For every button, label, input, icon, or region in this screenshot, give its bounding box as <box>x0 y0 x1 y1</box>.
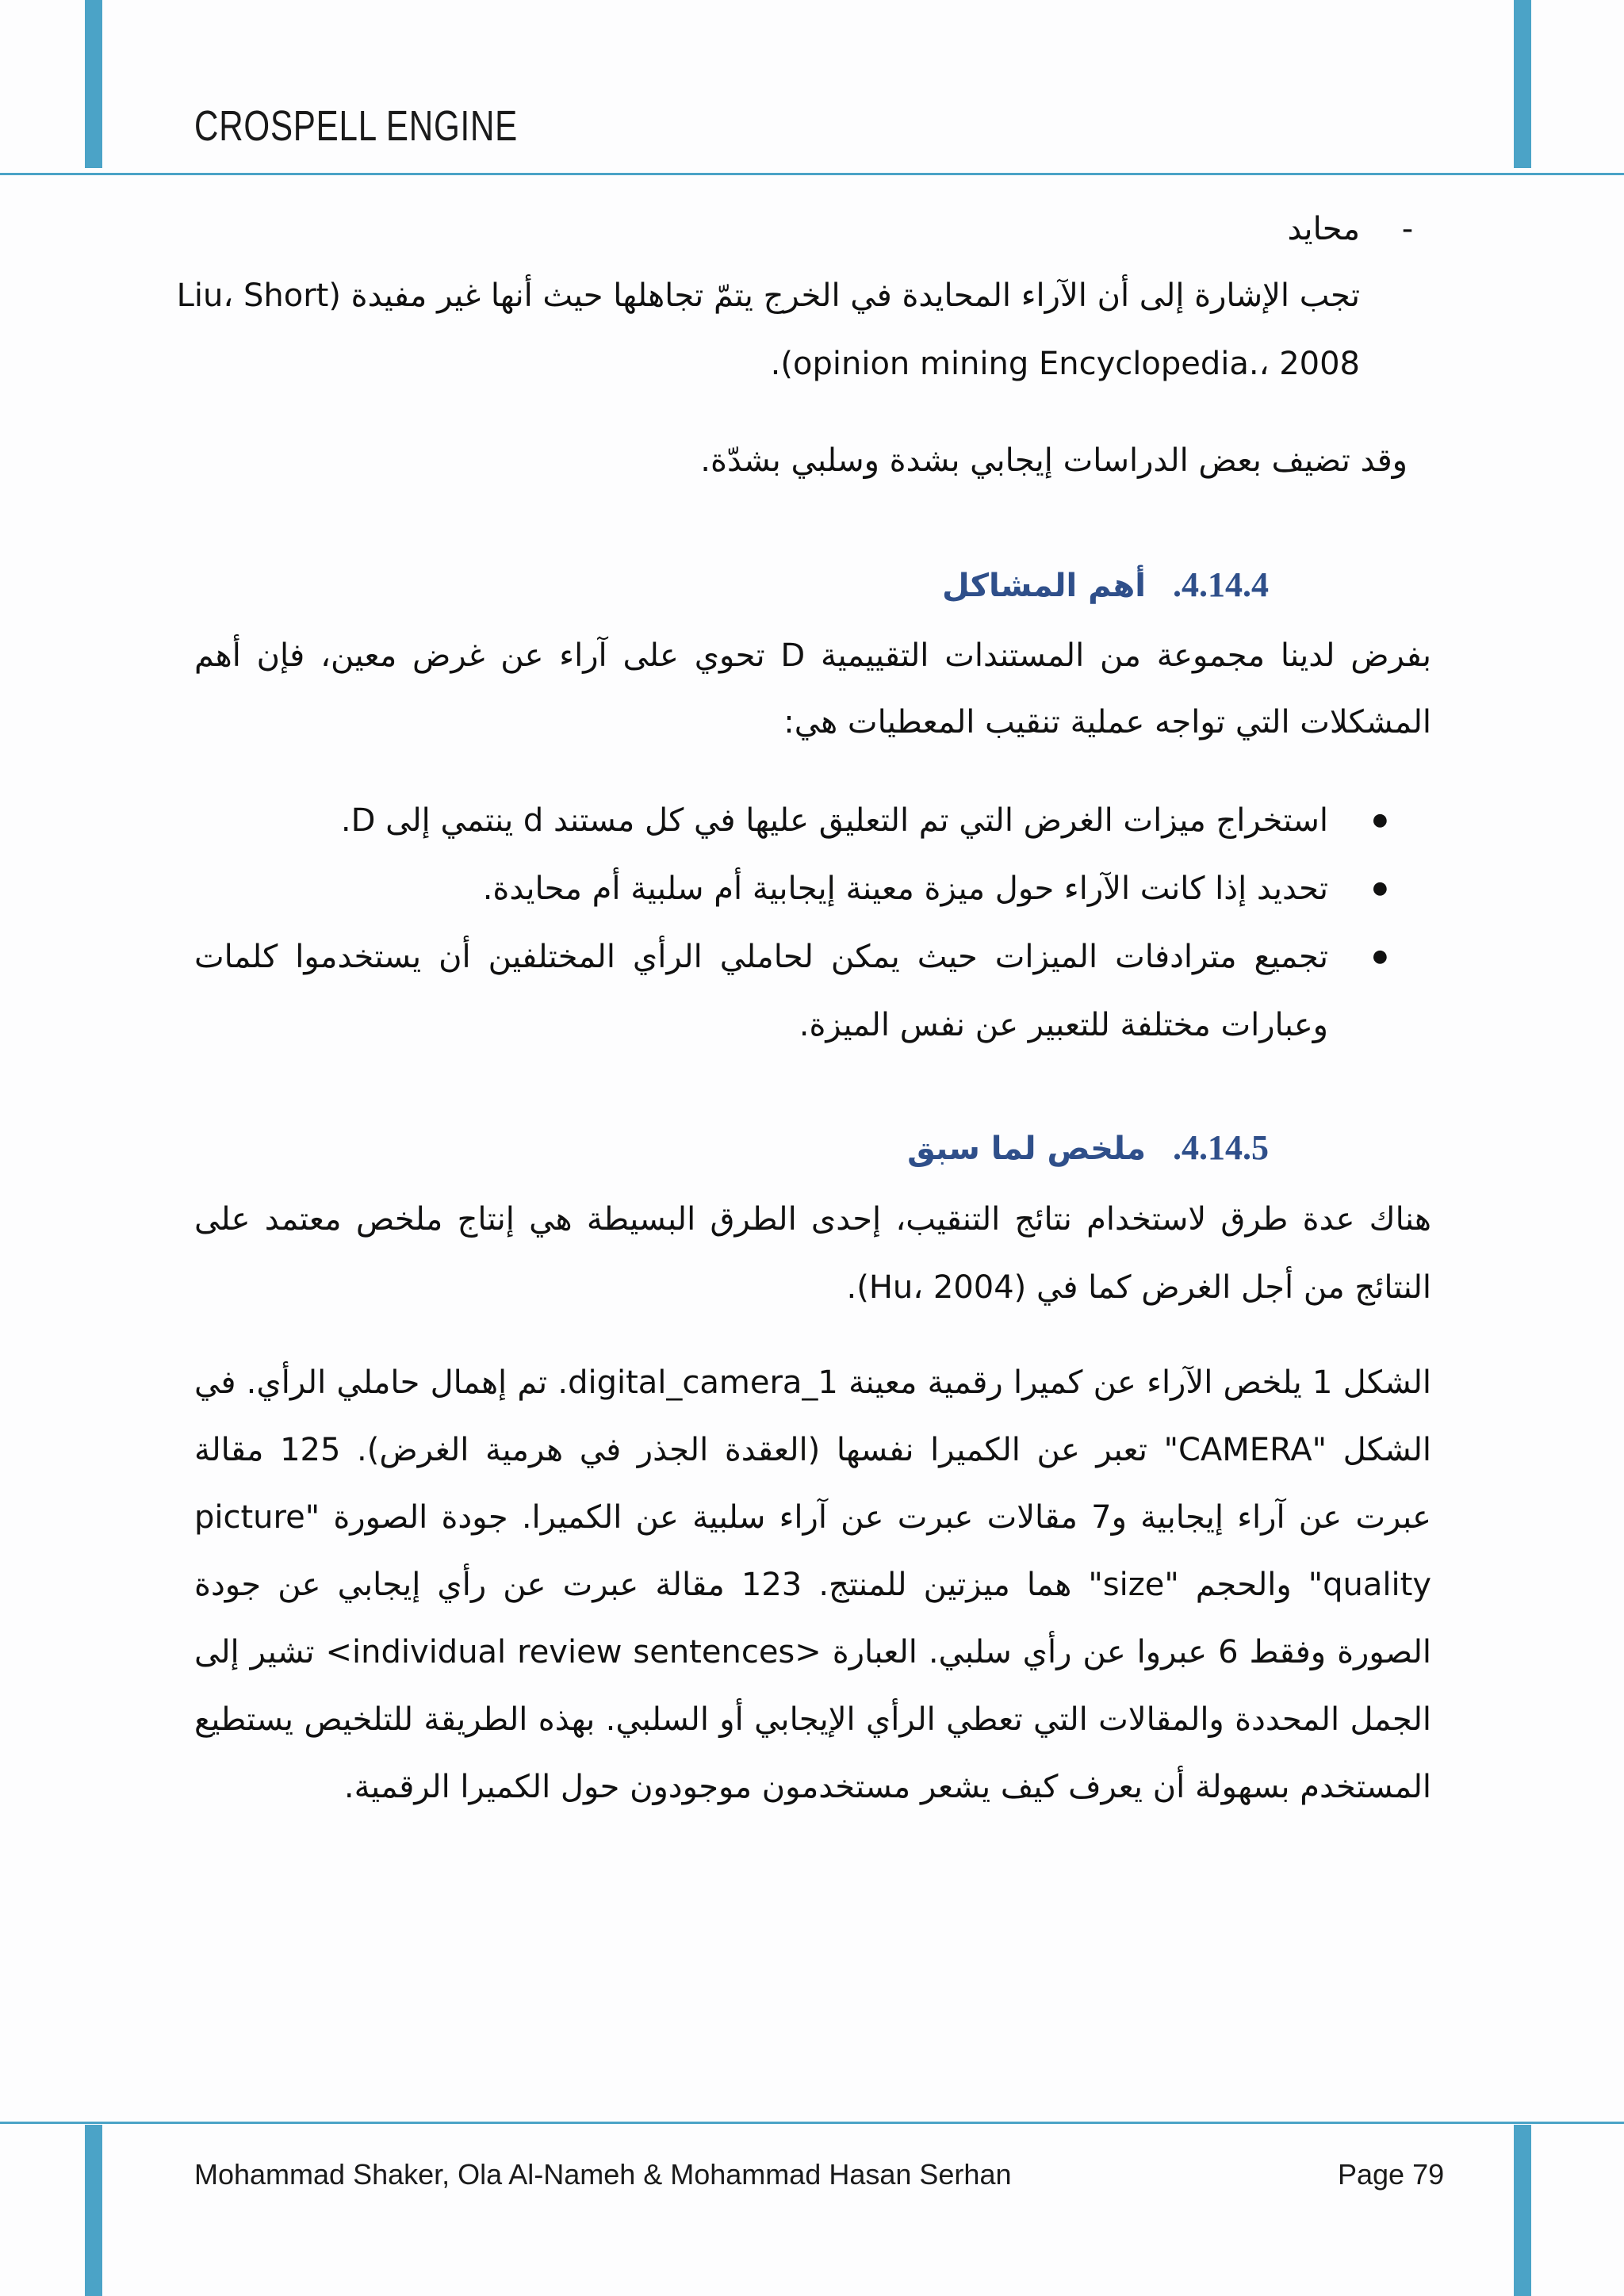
dash-item-text: محايد <box>1287 211 1360 247</box>
extra-note-text: وقد تضيف بعض الدراسات إيجابي بشدة وسلبي بشدّة. <box>700 442 1408 479</box>
header-bar-right <box>1514 0 1531 168</box>
summary-paragraph-1 <box>194 1185 1431 1322</box>
dash-item <box>194 195 1431 263</box>
problems-intro-text: بفرض لدينا مجموعة من المستندات التقييمية D تحوي على آراء عن غرض معين، فإن أهم المشكلات التي تواجه عملية تنقيب المعطيات هي: <box>194 637 1431 740</box>
neutral-paragraph-line-2: opinion mining Encyclopedia.، 2008). <box>770 346 1360 382</box>
neutral-paragraph <box>176 262 1360 398</box>
summary-paragraph-1-text: هناك عدة طرق لاستخدام نتائج التنقيب، إحدى الطرق البسيطة هي إنتاج ملخص معتمد على النتائج من أجل الغرض كما في (Hu، 2004). <box>194 1201 1431 1306</box>
neutral-paragraph-line-1: تجب الإشارة إلى أن الآراء المحايدة في الخرج يتمّ تجاهلها حيث أنها غير مفيدة (Liu، Short <box>176 277 1360 314</box>
footer-bar-left <box>85 2125 102 2296</box>
summary-paragraph-2 <box>194 1349 1431 1821</box>
summary-paragraph-2-text: الشكل 1 يلخص الآراء عن كميرا رقمية معينة digital_camera_1. تم إهمال حاملي الرأي. في الشكل "CAMERA" تعبر عن الكميرا نفسها (العقدة الجذر في هرمية الغرض). 125 مقالة عبرت عن آراء إيجابية و7 مقالات عبرت عن آراء سلبية عن الكميرا. جودة الصورة "picture quality" والحجم "size" هما ميزتين للمنتج. 123 مقالة عبرت عن رأي إيجابي عن جودة الصورة وفقط 6 عبروا عن رأي سلبي. العبارة <individual review sentences> تشير إلى الجمل المحددة والمقالات التي تعطي الرأي الإيجابي أو السلبي. بهذه الطريقة للتلخيص يستطيع المستخدم بسهولة أن يعرف كيف يشعر مستخدمون موجودون حول الكميرا الرقمية. <box>194 1364 1432 1805</box>
list-item: ● تجميع مترادفات الميزات حيث يمكن لحاملي الرأي المختلفين أن يستخدموا كلمات وعبارات مختلفة للتعبير عن نفس الميزة. <box>194 923 1431 1059</box>
dash-bullet: - <box>1401 211 1414 247</box>
footer-authors: Mohammad Shaker, Ola Al-Nameh & Mohammad Hasan Serhan <box>194 2158 1012 2191</box>
problems-intro <box>194 622 1431 756</box>
footer-bar-right <box>1514 2125 1531 2296</box>
header-rule <box>0 173 1624 175</box>
footer-rule <box>0 2122 1624 2124</box>
section-heading-4144 <box>942 564 1269 605</box>
problems-list <box>194 786 1431 1059</box>
section-number: 4.14.4. <box>1173 565 1269 604</box>
extra-note <box>194 427 1408 495</box>
section-title: ملخص لما سبق <box>907 1131 1146 1167</box>
section-number: 4.14.5. <box>1173 1128 1269 1167</box>
list-item: ● تحديد إذا كانت الآراء حول ميزة معينة إيجابية أم سلبية أم محايدة. <box>194 855 1431 923</box>
list-item: ● استخراج ميزات الغرض التي تم التعليق عليها في كل مستند d ينتمي إلى D. <box>194 786 1431 855</box>
header-bar-left <box>85 0 102 168</box>
footer-page-number: Page 79 <box>1338 2158 1445 2191</box>
section-heading-4145 <box>907 1127 1269 1168</box>
section-title: أهم المشاكل <box>942 568 1146 604</box>
running-header-title: CROSPELL ENGINE <box>194 102 519 150</box>
